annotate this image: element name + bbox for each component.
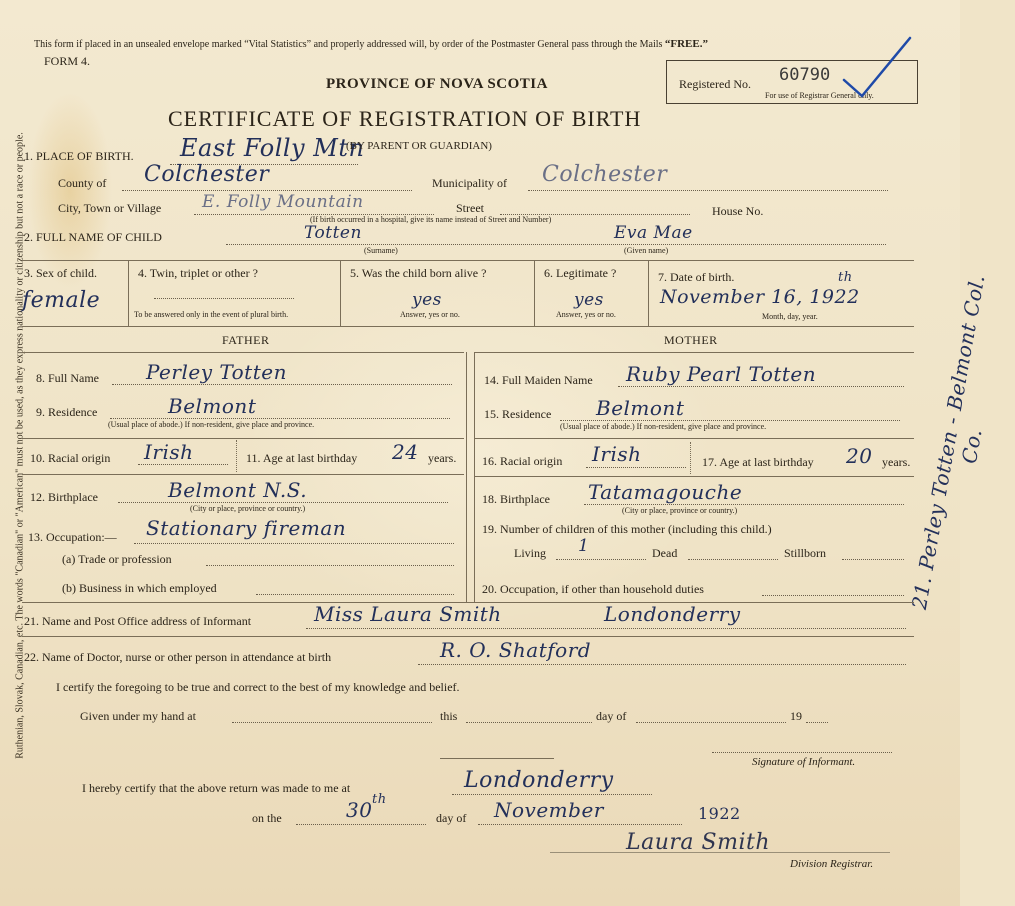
father-name-value: Perley Totten <box>146 360 287 384</box>
given-under-label: Given under my hand at <box>80 709 196 723</box>
county-label: County of <box>58 176 107 190</box>
born-alive-label: 5. Was the child born alive ? <box>350 266 487 280</box>
informant-name: Miss Laura Smith <box>314 602 502 626</box>
father-occupation-label: 13. Occupation:— <box>28 530 117 544</box>
on-the-label: on the <box>252 811 282 825</box>
mother-name-label: 14. Full Maiden Name <box>484 373 593 387</box>
sex-value: female <box>22 288 101 313</box>
legitimate-label: 6. Legitimate ? <box>544 266 617 280</box>
mother-residence-note: (Usual place of abode.) If non-resident, give place and province. <box>560 422 767 431</box>
form-number: FORM 4. <box>44 54 91 68</box>
registered-note: For use of Registrar General only. <box>765 91 874 100</box>
full-name-label: 2. FULL NAME OF CHILD <box>24 230 162 244</box>
mother-age-label: 17. Age at last birthday <box>702 455 814 469</box>
registrar-day-of-label: day of <box>436 811 467 825</box>
living-value: 1 <box>578 536 590 556</box>
sex-label: 3. Sex of child. <box>24 266 97 280</box>
postal-notice <box>34 38 708 50</box>
stillborn-label: Stillborn <box>784 546 827 560</box>
side-handwritten-note: 21. Perley Totten - Belmont Col. Co. <box>906 272 990 612</box>
city-label: City, Town or Village <box>58 201 162 215</box>
father-residence-value: Belmont <box>168 394 257 418</box>
father-racial-value: Irish <box>144 440 194 464</box>
place-of-birth-value: East Folly Mtn <box>180 134 365 162</box>
dead-label: Dead <box>652 546 678 560</box>
doctor-value: R. O. Shatford <box>440 638 592 662</box>
registrar-certify-text: I hereby certify that the above return was made to me at <box>82 781 351 795</box>
registrar-day-superscript: th <box>372 792 387 807</box>
father-age-value: 24 <box>392 440 419 464</box>
mother-residence-label: 15. Residence <box>484 407 552 421</box>
mother-occupation-label: 20. Occupation, if other than household duties <box>482 582 704 596</box>
twin-label: 4. Twin, triplet or other ? <box>138 266 258 280</box>
mother-children-label: 19. Number of children of this mother (including this child.) <box>482 522 772 536</box>
registered-number: 60790 <box>779 65 831 85</box>
checkmark-icon <box>840 34 914 98</box>
father-racial-label: 10. Racial origin <box>30 451 111 465</box>
mother-heading: MOTHER <box>664 333 718 347</box>
mother-residence-value: Belmont <box>596 396 685 420</box>
postal-notice-free: “FREE.” <box>664 38 708 50</box>
living-label: Living <box>514 546 546 560</box>
this-label: this <box>440 709 458 723</box>
twin-note: To be answered only in the event of plural birth. <box>134 310 289 319</box>
city-note: (If birth occurred in a hospital, give its name instead of Street and Number) <box>310 215 552 224</box>
informant-address: Londonderry <box>604 602 741 626</box>
province-heading: PROVINCE OF NOVA SCOTIA <box>326 76 548 92</box>
father-age-label: 11. Age at last birthday <box>246 451 358 465</box>
father-residence-label: 9. Residence <box>36 405 98 419</box>
certify-text: I certify the foregoing to be true and correct to the best of my knowledge and belief. <box>56 680 460 694</box>
father-residence-note: (Usual place of abode.) If non-resident, give place and province. <box>108 420 315 429</box>
dob-note: Month, day, year. <box>762 312 818 321</box>
registered-label: Registered No. <box>679 77 751 91</box>
house-label: House No. <box>712 204 764 218</box>
father-name-label: 8. Full Name <box>36 371 99 385</box>
mother-racial-label: 16. Racial origin <box>482 454 563 468</box>
father-trade-label: (a) Trade or profession <box>62 552 172 566</box>
county-value: Colchester <box>144 162 270 187</box>
mother-birthplace-label: 18. Birthplace <box>482 492 550 506</box>
mother-birthplace-note: (City or place, province or country.) <box>622 506 738 515</box>
place-of-birth-note: (BY PARENT OR GUARDIAN) <box>346 140 492 152</box>
mother-racial-value: Irish <box>592 442 642 466</box>
father-birthplace-label: 12. Birthplace <box>30 490 98 504</box>
born-alive-note: Answer, yes or no. <box>400 310 460 319</box>
division-registrar-label: Division Registrar. <box>790 858 874 870</box>
registrar-day: 30 <box>346 798 373 822</box>
legitimate-value: yes <box>574 290 604 310</box>
street-label: Street <box>456 201 484 215</box>
year-label: 19 <box>790 709 802 723</box>
day-of-label: day of <box>596 709 627 723</box>
registrar-year: 1922 <box>698 804 741 823</box>
signature-informant-label: Signature of Informant. <box>752 756 856 768</box>
mother-name-value: Ruby Pearl Totten <box>626 362 817 386</box>
municipality-value: Colchester <box>542 162 668 187</box>
given-name-value: Eva Mae <box>614 223 693 243</box>
side-margin-note: Ruthenian, Slovak, Canadian, etc. The words "Canadian" or "American" must not be used, as they express nationality or citizenship but not a race or people. <box>14 132 26 759</box>
doctor-label: 22. Name of Doctor, nurse or other person in attendance at birth <box>24 650 332 664</box>
registrar-signature: Laura Smith <box>626 830 770 855</box>
mother-age-unit: years. <box>882 455 911 469</box>
surname-value: Totten <box>304 223 362 243</box>
father-occupation-value: Stationary fireman <box>146 516 347 540</box>
legitimate-note: Answer, yes or no. <box>556 310 616 319</box>
father-age-unit: years. <box>428 451 457 465</box>
mother-age-value: 20 <box>846 444 873 468</box>
municipality-label: Municipality of <box>432 176 507 190</box>
given-name-note: (Given name) <box>624 246 669 255</box>
city-value: E. Folly Mountain <box>202 192 364 212</box>
father-birthplace-note: (City or place, province or country.) <box>190 504 306 513</box>
dob-label: 7. Date of birth. <box>658 270 735 284</box>
registrar-month: November <box>494 798 604 822</box>
informant-label: 21. Name and Post Office address of Informant <box>24 614 252 628</box>
father-heading: FATHER <box>222 333 270 347</box>
father-business-label: (b) Business in which employed <box>62 581 217 595</box>
surname-note: (Surname) <box>364 246 398 255</box>
postal-notice-text: This form if placed in an unsealed envelope marked “Vital Statistics” and properly addressed will, by order of the Postmaster General pass through the Mails <box>34 39 663 50</box>
certificate-title: CERTIFICATE OF REGISTRATION OF BIRTH <box>168 106 642 131</box>
father-birthplace-value: Belmont N.S. <box>168 478 308 502</box>
born-alive-value: yes <box>412 290 442 310</box>
place-of-birth-label: 1. PLACE OF BIRTH. <box>24 149 134 163</box>
mother-birthplace-value: Tatamagouche <box>588 480 743 504</box>
registrar-place: Londonderry <box>464 768 614 793</box>
dob-value: November 16, 1922 <box>660 286 860 308</box>
dob-superscript: th <box>838 270 853 285</box>
